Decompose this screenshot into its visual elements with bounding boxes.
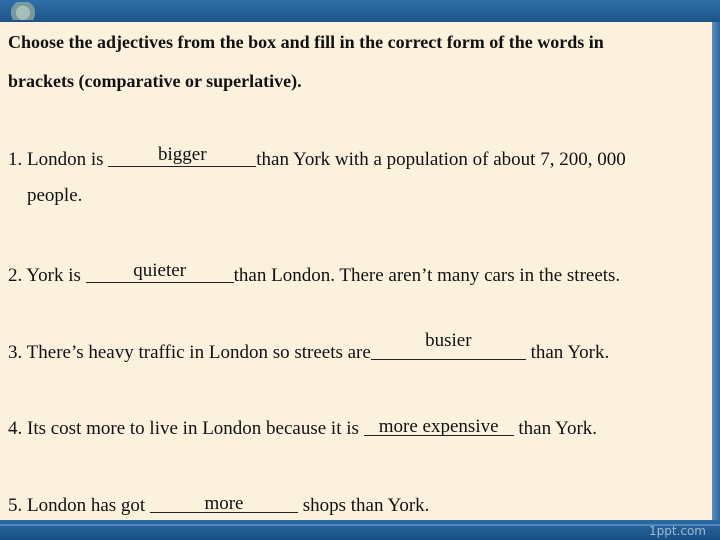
answer-4: more expensive bbox=[378, 416, 499, 437]
bottom-band bbox=[0, 520, 720, 540]
slide-content bbox=[0, 22, 712, 520]
question-3-after: than York. bbox=[525, 342, 610, 363]
question-1-after: than York with a population of about 7, 200, 000 bbox=[256, 149, 626, 170]
top-band bbox=[0, 0, 720, 22]
right-band bbox=[712, 22, 720, 520]
instruction-line-2: brackets (comparative or superlative). bbox=[8, 71, 302, 91]
question-2-after: than London. There aren’t many cars in the streets. bbox=[233, 265, 621, 286]
answer-5: more bbox=[204, 493, 244, 514]
question-4 bbox=[8, 415, 597, 440]
answer-3: busier bbox=[425, 330, 472, 351]
question-1-continuation: people. bbox=[27, 185, 83, 206]
answer-blank-3[interactable] bbox=[371, 330, 526, 358]
answer-blank-1[interactable] bbox=[108, 146, 256, 165]
question-1-before: 1. London is bbox=[8, 149, 109, 170]
question-4-before: 4. Its cost more to live in London because it is bbox=[8, 418, 364, 439]
corner-emblem-icon bbox=[6, 2, 40, 20]
answer-2: quieter bbox=[133, 260, 186, 281]
question-3 bbox=[8, 330, 610, 364]
answer-blank-4[interactable] bbox=[364, 415, 514, 437]
question-1 bbox=[8, 146, 626, 171]
answer-blank-2[interactable] bbox=[86, 262, 234, 281]
question-3-before: 3. There’s heavy traffic in London so streets are bbox=[8, 342, 371, 363]
watermark: 1ppt.com bbox=[648, 524, 706, 538]
question-2 bbox=[8, 262, 620, 287]
question-4-after: than York. bbox=[513, 418, 598, 439]
question-5-after: shops than York. bbox=[297, 495, 430, 516]
question-5-before: 5. London has got bbox=[8, 495, 150, 516]
question-5 bbox=[8, 492, 429, 517]
answer-1: bigger bbox=[158, 144, 207, 165]
bottom-accent bbox=[0, 524, 720, 526]
instruction-line-1: Choose the adjectives from the box and fill in the correct form of the words in bbox=[8, 32, 604, 52]
answer-blank-5[interactable] bbox=[150, 492, 298, 514]
question-2-before: 2. York is bbox=[8, 265, 86, 286]
